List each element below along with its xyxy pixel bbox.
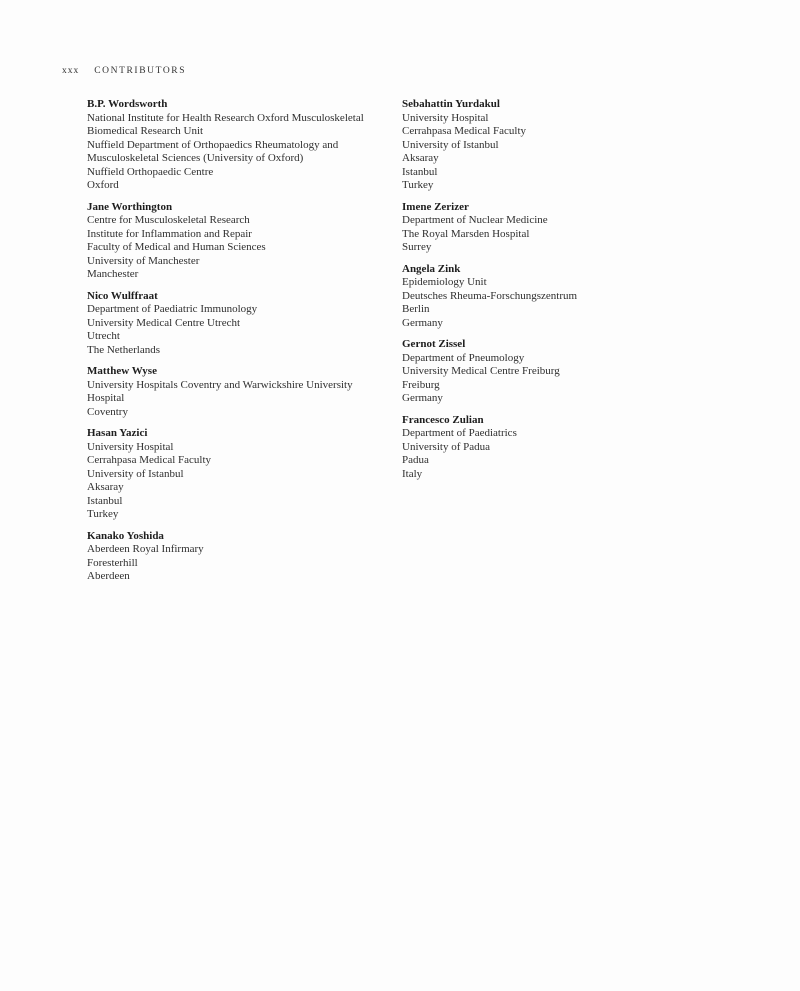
affiliation-line: Manchester [87, 268, 139, 280]
affiliation-line: Germany [402, 392, 443, 404]
affiliation-line: University Hospitals Coventry and Warwickshire University [87, 378, 353, 391]
affiliation-line: Surrey [402, 241, 432, 253]
contributor-name: Kanako Yoshida [87, 529, 164, 542]
contributor-name: Jane Worthington [87, 200, 173, 213]
contributor-entry [87, 427, 387, 522]
affiliation-line: Cerrahpasa Medical Faculty [87, 454, 212, 466]
affiliation-line: University Hospital [87, 440, 174, 453]
contributor-entry [87, 201, 387, 282]
affiliation-line: Italy [402, 467, 423, 480]
affiliation-line: Freiburg [402, 378, 440, 391]
affiliation-line: Berlin [402, 303, 430, 315]
affiliation-line: National Institute for Health Research Oxford Musculoskeletal [87, 111, 364, 124]
contributors-left-column [87, 98, 387, 592]
affiliation-line: Foresterhill [87, 556, 138, 569]
affiliation-line: The Netherlands [87, 343, 160, 356]
affiliation-line: University of Manchester [87, 254, 200, 267]
affiliation-line: Aksaray [87, 481, 124, 493]
affiliation-line: Aksaray [402, 152, 439, 164]
affiliation-line: Oxford [87, 179, 119, 191]
affiliation-line: Aberdeen Royal Infirmary [87, 543, 204, 555]
affiliation-line: University Medical Centre Freiburg [402, 365, 560, 377]
page-number: xxx [62, 66, 80, 76]
contributor-name: B.P. Wordsworth [87, 98, 168, 110]
affiliation-line: Department of Paediatrics [402, 427, 517, 439]
affiliation-line: Musculoskeletal Sciences (University of Oxford) [87, 152, 304, 164]
affiliation-line: Biomedical Research Unit [87, 125, 204, 137]
contributor-entry [402, 338, 702, 406]
affiliation-line: Epidemiology Unit [402, 276, 487, 288]
affiliation-line: Nuffield Department of Orthopaedics Rheumatology and [87, 138, 339, 151]
contributor-name: Nico Wulffraat [87, 289, 158, 302]
affiliation-line: Department of Nuclear Medicine [402, 214, 548, 226]
running-head [62, 66, 186, 76]
contributor-name: Matthew Wyse [87, 365, 157, 377]
affiliation-line: Aberdeen [87, 570, 130, 582]
contributor-entry [402, 263, 702, 331]
affiliation-line: University Hospital [402, 111, 489, 124]
affiliation-line: Faculty of Medical and Human Sciences [87, 241, 266, 253]
affiliation-line: Department of Pneumology [402, 351, 525, 364]
contributor-entry [402, 201, 702, 255]
affiliation-line: Turkey [87, 508, 119, 520]
affiliation-line: Istanbul [402, 165, 438, 178]
contributor-entry [87, 98, 387, 193]
affiliation-line: The Royal Marsden Hospital [402, 227, 530, 240]
contributor-name: Hasan Yazici [87, 427, 148, 439]
affiliation-line: Department of Paediatric Immunology [87, 303, 258, 315]
affiliation-line: Nuffield Orthopaedic Centre [87, 165, 214, 178]
affiliation-line: Germany [402, 316, 443, 329]
affiliation-line: Coventry [87, 405, 128, 418]
affiliation-line: Utrecht [87, 330, 120, 342]
contributor-name: Gernot Zissel [402, 338, 466, 350]
contributor-entry [87, 290, 387, 358]
contributor-entry [87, 365, 387, 419]
affiliation-line: Deutsches Rheuma-Forschungszentrum [402, 289, 578, 302]
affiliation-line: University of Istanbul [402, 138, 499, 151]
affiliation-line: University of Istanbul [87, 467, 184, 480]
affiliation-line: Cerrahpasa Medical Faculty [402, 125, 527, 137]
affiliation-line: Padua [402, 454, 429, 466]
affiliation-line: Hospital [87, 392, 125, 404]
affiliation-line: Institute for Inflammation and Repair [87, 227, 252, 240]
affiliation-line: Turkey [402, 179, 434, 191]
contributor-entry [402, 414, 702, 482]
affiliation-line: Istanbul [87, 494, 123, 507]
affiliation-line: Centre for Musculoskeletal Research [87, 214, 250, 226]
contributor-name: Imene Zerizer [402, 200, 469, 213]
section-title: CONTRIBUTORS [94, 66, 187, 76]
contributors-right-column [402, 98, 702, 489]
affiliation-line: University of Padua [402, 440, 490, 453]
contributor-entry [87, 530, 387, 584]
contributor-entry [402, 98, 702, 193]
contributor-name: Sebahattin Yurdakul [402, 98, 500, 110]
affiliation-line: University Medical Centre Utrecht [87, 316, 241, 329]
contributor-name: Francesco Zulian [402, 413, 484, 426]
contributor-name: Angela Zink [402, 262, 461, 275]
